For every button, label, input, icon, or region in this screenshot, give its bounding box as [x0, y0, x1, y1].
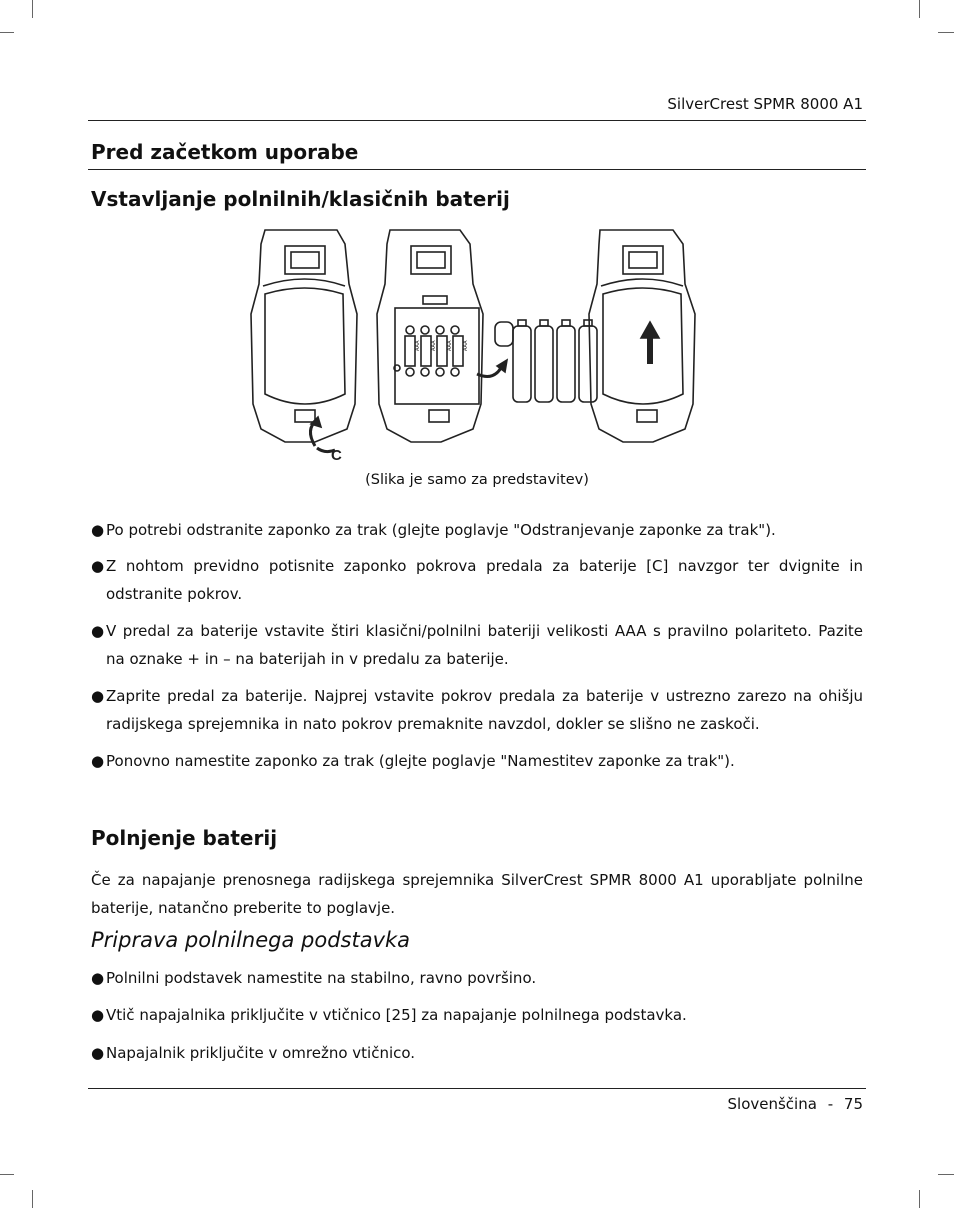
running-header: SilverCrest SPMR 8000 A1	[667, 95, 863, 113]
list-item: ● Polnilni podstavek namestite na stabilno, ravno površino.	[91, 964, 863, 992]
crop-mark	[32, 0, 33, 18]
header-rule	[88, 120, 866, 121]
crop-mark	[0, 1174, 14, 1175]
radio-back-closed-icon	[251, 230, 357, 452]
charging-subtitle: Priprava polnilnega podstavka	[91, 928, 411, 952]
footer-rule	[88, 1088, 866, 1089]
list-item: ● Ponovno namestite zaponko za trak (glejte poglavje "Namestitev zaponke za trak").	[91, 747, 863, 775]
list-item: ● Vtič napajalnika priključite v vtičnico [25] za napajanje polnilnega podstavka.	[91, 1001, 863, 1029]
bullet-icon: ●	[91, 752, 105, 770]
bullet-icon: ●	[91, 521, 105, 539]
battery-installation-illustration	[245, 224, 705, 466]
list-item: ● Zaprite predal za baterije. Najprej vstavite pokrov predala za baterije v ustrezno zarezo na ohišju radijskega sprejemnika in nato pokrov premaknite navzdol, dokler se slišno ne zaskoči.	[91, 682, 863, 738]
list-item: ● Po potrebi odstranite zaponko za trak (glejte poglavje "Odstranjevanje zaponke za trak").	[91, 516, 863, 544]
radio-back-open-icon	[377, 230, 507, 442]
svg-text:AAA: AAA	[463, 340, 469, 351]
figure-caption: (Slika je samo za predstavitev)	[365, 472, 589, 488]
charging-title: Polnjenje baterij	[91, 826, 278, 850]
crop-mark	[919, 0, 920, 18]
crop-mark	[938, 1174, 954, 1175]
bullet-icon: ●	[91, 1006, 105, 1024]
subsection-title: Vstavljanje polnilnih/klasičnih baterij	[91, 187, 510, 211]
charging-intro: Če za napajanje prenosnega radijskega sprejemnika SilverCrest SPMR 8000 A1 uporabljate polnilne baterije, natančno preberite to poglavje.	[91, 871, 863, 917]
bullet-icon: ●	[91, 557, 105, 575]
crop-mark	[32, 1190, 33, 1208]
svg-text:AAA: AAA	[431, 340, 437, 351]
radio-back-closing-icon	[589, 230, 695, 442]
section-title: Pred začetkom uporabe	[91, 140, 359, 164]
list-item: ● V predal za baterije vstavite štiri klasični/polnilni bateriji velikosti AAA s pravilno polariteto. Pazite na oznake + in – na baterijah in v predalu za baterije.	[91, 617, 863, 673]
page-footer	[728, 1095, 864, 1113]
bullet-icon: ●	[91, 969, 105, 987]
footer-language: Slovenščina	[727, 1095, 817, 1113]
svg-text:AAA: AAA	[415, 340, 421, 351]
bullet-icon: ●	[91, 622, 105, 640]
footer-separator: -	[827, 1095, 834, 1113]
section-rule	[88, 169, 866, 170]
list-item: ● Napajalnik priključite v omrežno vtičnico.	[91, 1039, 863, 1067]
aaa-batteries-icon	[495, 320, 597, 402]
bullet-icon: ●	[91, 1044, 105, 1062]
label-c: C	[331, 447, 342, 464]
crop-mark	[938, 32, 954, 33]
svg-text:AAA: AAA	[447, 340, 453, 351]
page-number: 75	[843, 1095, 863, 1113]
crop-mark	[919, 1190, 920, 1208]
crop-mark	[0, 32, 14, 33]
list-item: ● Z nohtom previdno potisnite zaponko pokrova predala za baterije [C] navzgor ter dvignite in odstranite pokrov.	[91, 552, 863, 608]
bullet-icon: ●	[91, 687, 105, 705]
